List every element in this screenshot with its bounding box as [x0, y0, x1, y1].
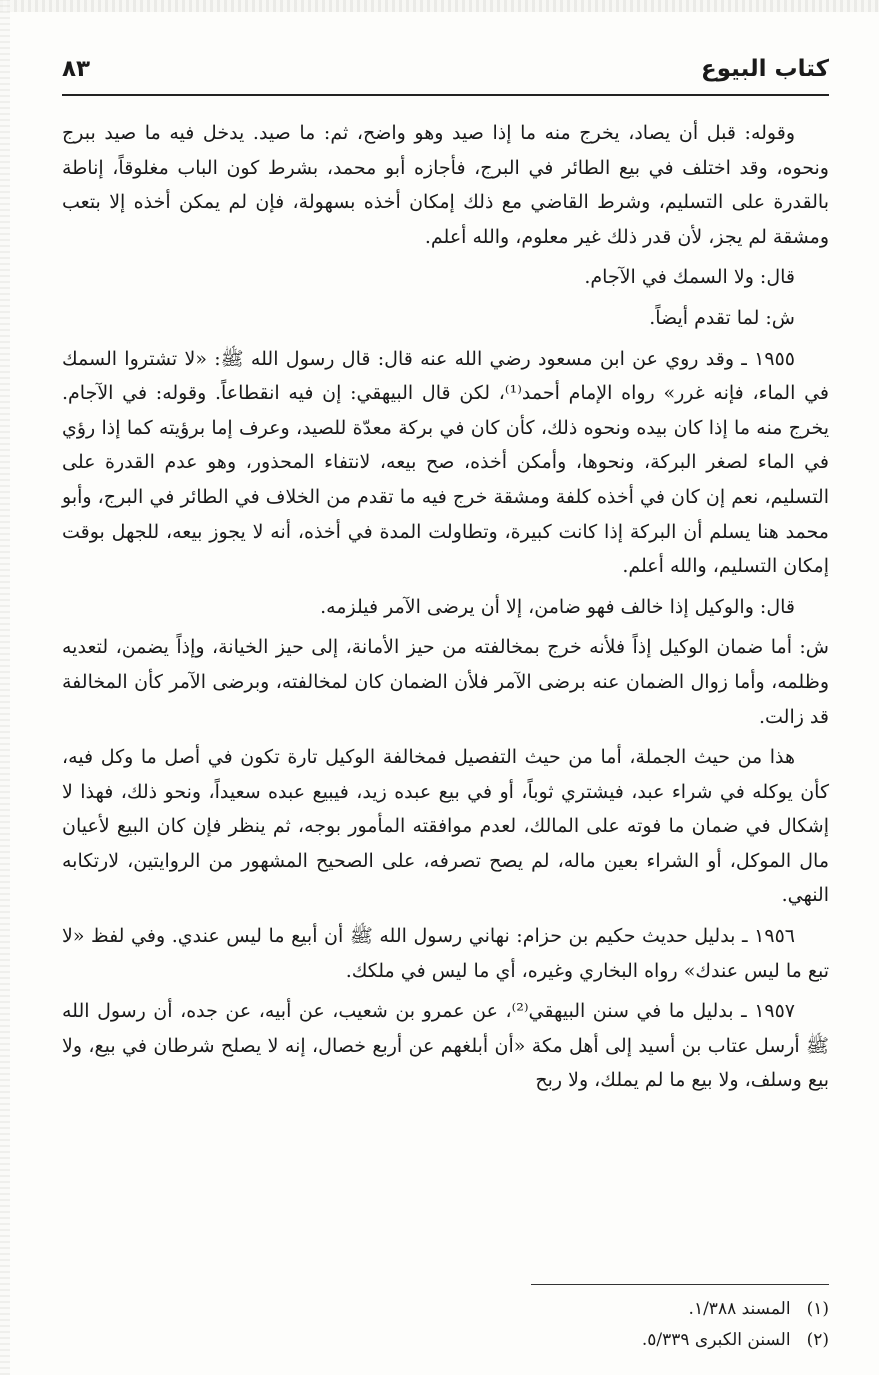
footnote-number: (١)	[806, 1299, 829, 1319]
paragraph: ش: لما تقدم أيضاً.	[649, 306, 795, 329]
footnote-text: المسند ١/٣٨٨.	[688, 1299, 791, 1319]
footnotes	[62, 1294, 829, 1356]
scan-edge-left	[0, 0, 10, 1375]
footnote-number: (٢)	[806, 1330, 829, 1350]
paragraph: قال: والوكيل إذا خالف فهو ضامن، إلا أن يرضى الآمر فيلزمه.	[320, 595, 795, 618]
footnote-item	[62, 1325, 829, 1356]
paragraph: ١٩٥٧ ـ بدليل ما في سنن البيهقي⁽²⁾، عن عمرو بن شعيب، عن أبيه، عن جده، أن رسول الله ﷺ أرسل عتاب بن أسيد إلى أهل مكة «أن أبلغهم عن أربع خصال، إنه لا يصلح شرطان في بيع، ولا بيع وسلف، ولا بيع ما لم يملك، ولا ربح	[62, 1000, 829, 1092]
running-header	[62, 52, 829, 96]
main-text	[62, 116, 829, 1104]
paragraph: ش: أما ضمان الوكيل إذاً فلأنه خرج بمخالفته من حيز الأمانة، إلى حيز الخيانة، وإذاً يضمن، لتعديه وظلمه، وأما زوال الضمان عنه برضى الآمر فلأن الضمان كان لمخالفته، وبرضى الآمر كأن المخالفة قد زالت.	[62, 636, 829, 728]
chapter-title: كتاب البيوع	[701, 56, 829, 82]
scan-edge-top	[0, 0, 879, 12]
page-number: ٨٣	[62, 56, 91, 82]
paragraph: ١٩٥٦ ـ بدليل حديث حكيم بن حزام: نهاني رسول الله ﷺ أن أبيع ما ليس عندي. وفي لفظ «لا تبع ما ليس عندك» رواه البخاري وغيره، أي ما ليس في ملكك.	[62, 925, 829, 982]
footnote-text: السنن الكبرى ٥/٣٣٩.	[641, 1330, 791, 1350]
footnote-item	[62, 1294, 829, 1325]
paragraph: قال: ولا السمك في الآجام.	[584, 266, 795, 289]
paragraph: وقوله: قبل أن يصاد، يخرج منه ما إذا صيد وهو واضح، ثم: ما صيد. يدخل فيه ما صيد ببرج ونحوه، وقد اختلف في بيع الطائر في البرج، فأجازه أبو محمد، بشرط كون الباب مغلوقاً، إناطة بالقدرة على التسليم، وشرط القاضي مع ذلك إمكان أخذه بسهولة، فإن لم يمكن أخذه إلا بتعب ومشقة لم يجز، لأن قدر ذلك غير معلوم، والله أعلم.	[62, 122, 829, 248]
paragraph: ١٩٥٥ ـ وقد روي عن ابن مسعود رضي الله عنه قال: قال رسول الله ﷺ: «لا تشتروا السمك في الماء، فإنه غرر» رواه الإمام أحمد⁽¹⁾، لكن قال البيهقي: إن فيه انقطاعاً. وقوله: في الآجام. يخرج منه ما إذا كان بيده ونحوه ذلك، كأن كان في بركة معدّة للصيد، وعرف إما برؤيته كما إذا رؤي في الماء لصغر البركة، ونحوها، وأمكن أخذه، صح بيعه، لانتفاء المحذور، وهو عدم القدرة على التسليم، نعم إن كان في أخذه كلفة ومشقة خرج فيه ما تقدم من الخلاف في الطائر في البرج، وأبو محمد هنا يسلم أن البركة إذا كانت كبيرة، وتطاولت المدة في أخذه، أنه لا يجوز بيعه، للجهل بوقت إمكان التسليم، والله أعلم.	[62, 347, 829, 578]
paragraph: هذا من حيث الجملة، أما من حيث التفصيل فمخالفة الوكيل تارة تكون في أصل ما وكل فيه، كأن يوكله في شراء عبد، فيشتري ثوباً، أو في بيع عبده زيد، فيبيع عبده سعيداً، ونحو ذلك، فهذا لا إشكال في ضمان ما فوته على المالك، لعدم موافقته المأمور بوجه، ثم ينظر فإن كان البيع لأعيان مال الموكل، أو الشراء بعين ماله، لم يصح تصرفه، على الصحيح المشهور من الروايتين، لارتكابه النهي.	[62, 746, 829, 907]
footnote-separator	[531, 1284, 829, 1285]
